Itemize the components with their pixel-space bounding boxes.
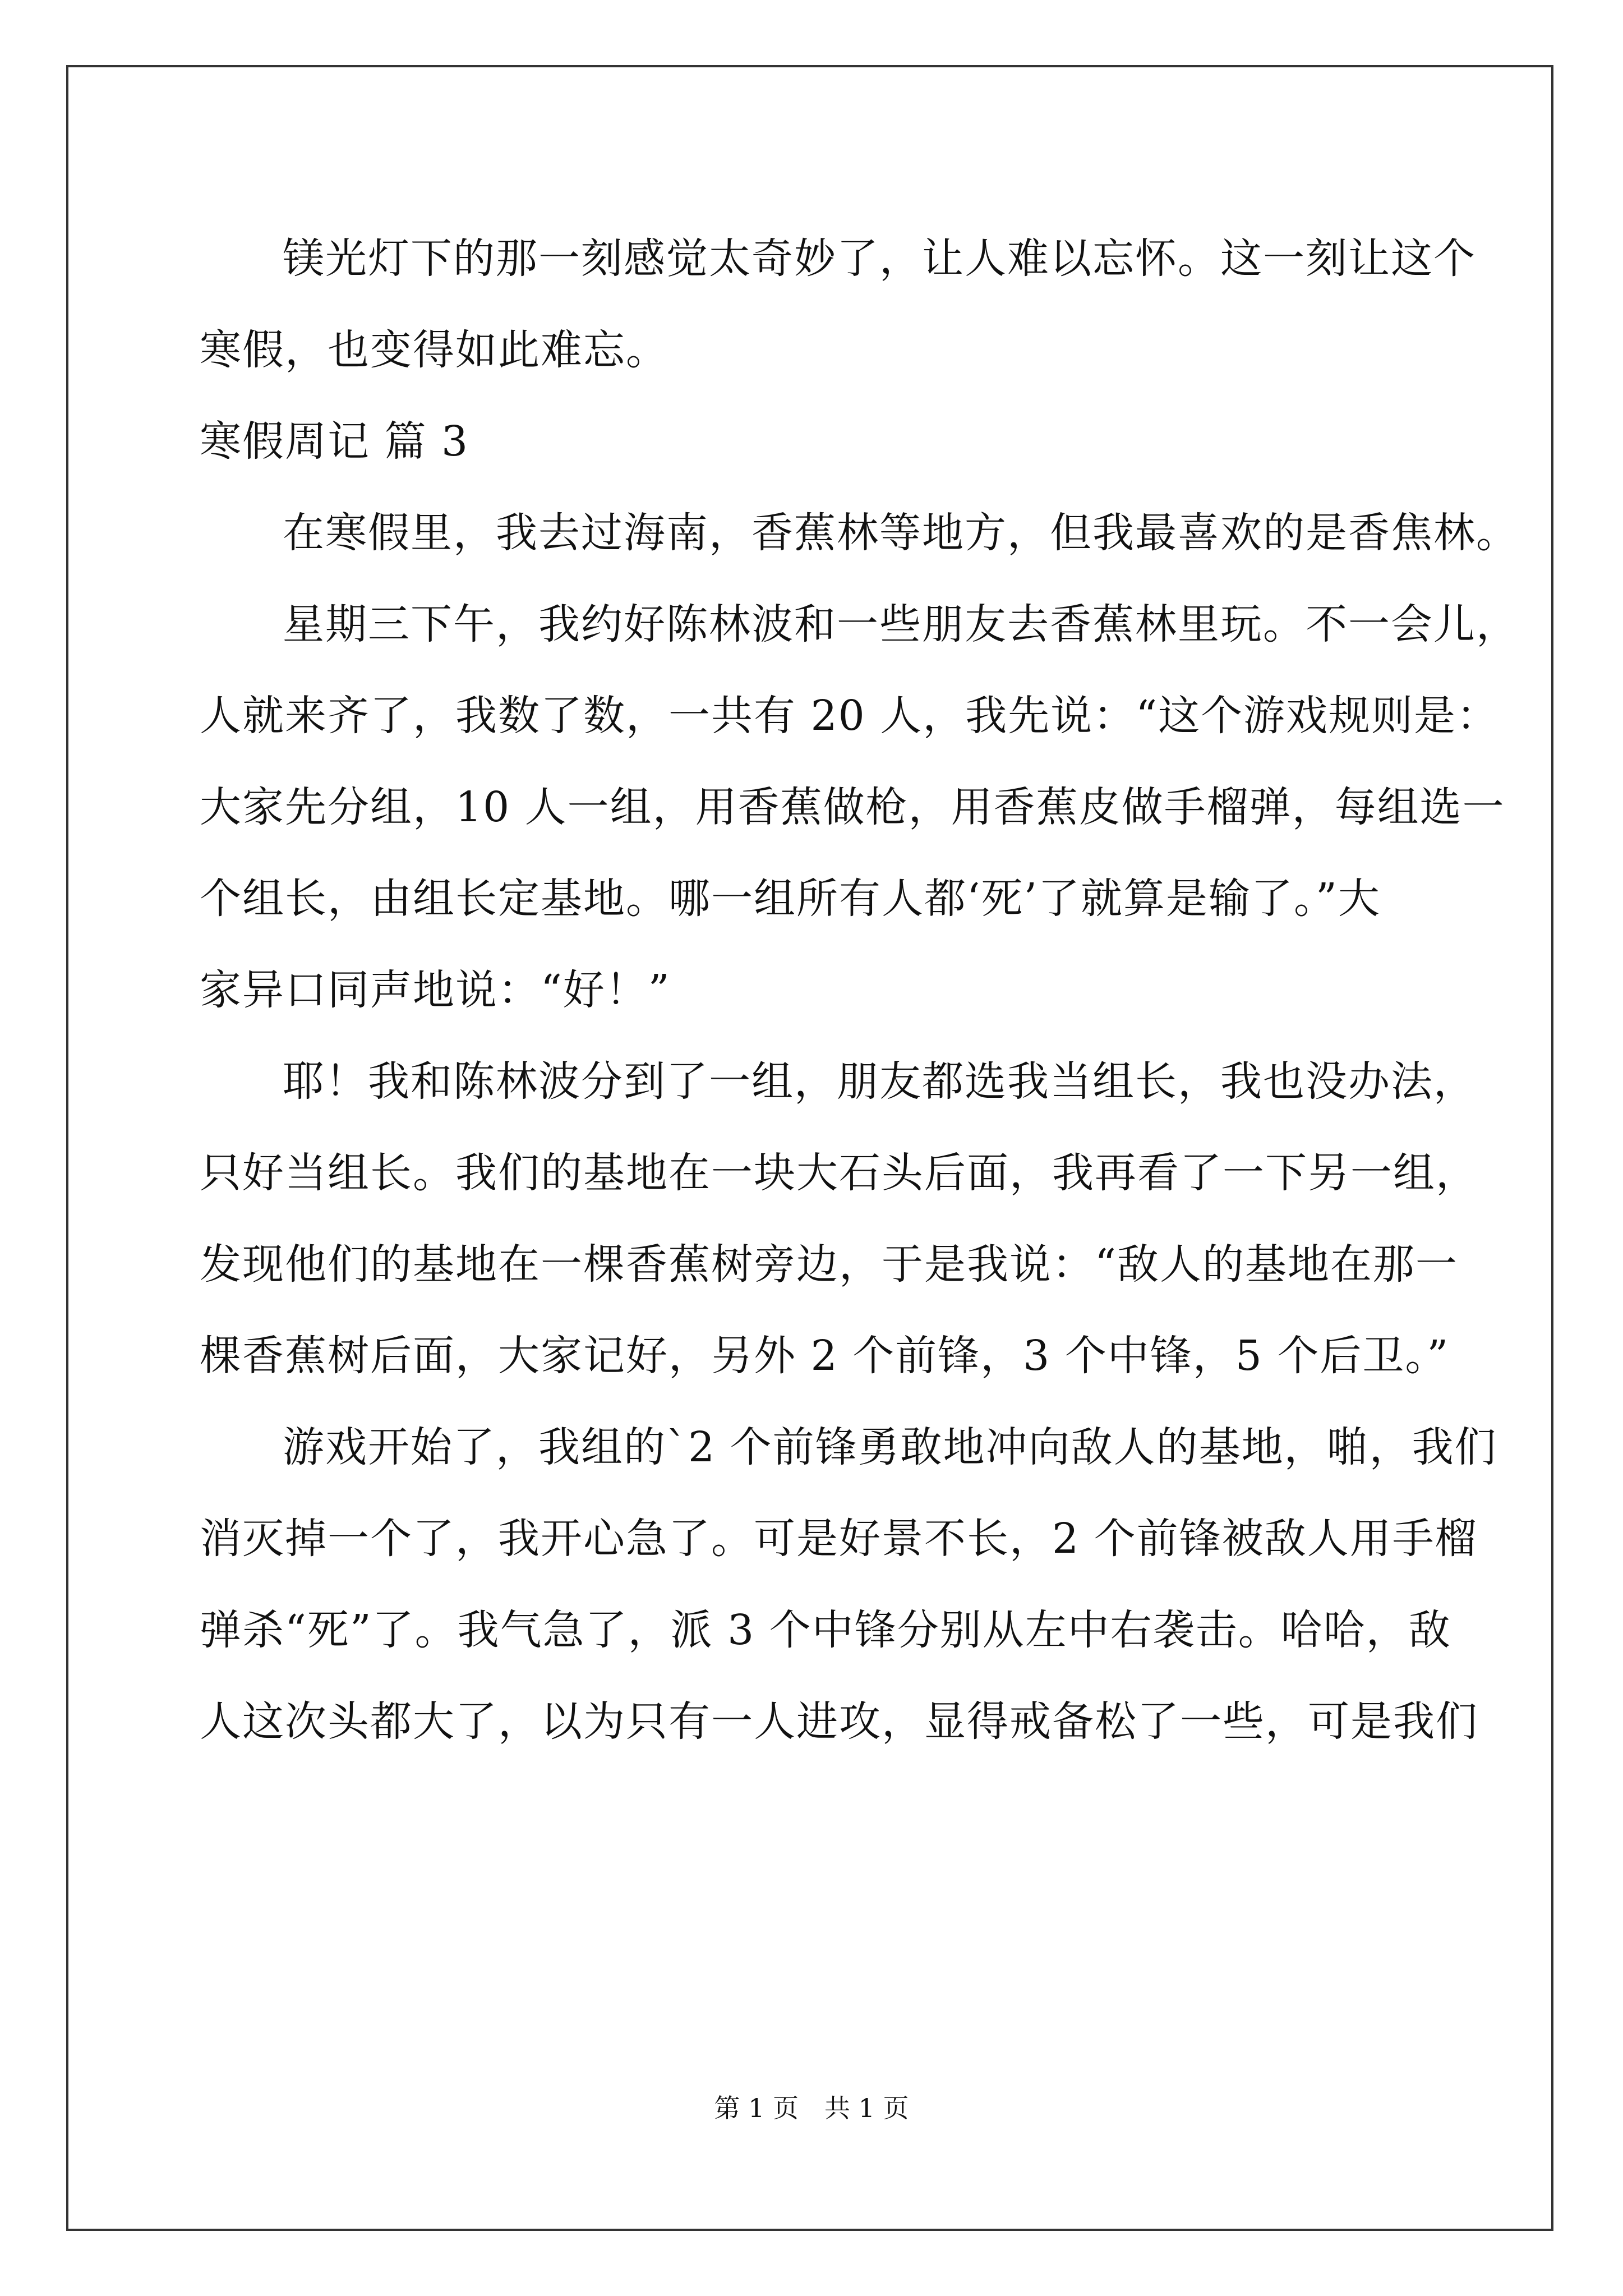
text-line: 弹杀“死”了。我气急了，派 3 个中锋分别从左中右袭击。哈哈，敌 xyxy=(200,1606,1451,1654)
section-heading xyxy=(200,396,1433,487)
text-line: 寒假，也变得如此难忘。 xyxy=(200,326,668,374)
paragraph-2 xyxy=(200,487,1519,579)
text-line: 家异口同声地说：“好！” xyxy=(200,966,671,1014)
paragraph-1 xyxy=(200,213,1476,396)
text-line: 消灭掉一个了，我开心急了。可是好景不长，2 个前锋被敌人用手榴 xyxy=(200,1515,1478,1563)
document-body xyxy=(200,213,1519,1768)
text-line: 耶！我和陈林波分到了一组，朋友都选我当组长，我也没办法， xyxy=(283,1057,1476,1106)
text-line: 发现他们的基地在一棵香蕉树旁边，于是我说：“敌人的基地在那一 xyxy=(200,1240,1458,1289)
heading-text: 寒假周记 篇 3 xyxy=(200,417,469,466)
text-line: 游戏开始了，我组的`2 个前锋勇敢地冲向敌人的基地，啪，我们 xyxy=(283,1423,1497,1471)
page-footer: 第 1 页 共 1 页 xyxy=(714,2093,909,2123)
paragraph-5 xyxy=(200,1402,1497,1768)
text-line: 镁光灯下的那一刻感觉太奇妙了，让人难以忘怀。这一刻让这个 xyxy=(283,234,1476,283)
text-line: 个组长，由组长定基地。哪一组所有人都‘死’了就算是输了。”大 xyxy=(200,875,1381,923)
text-line: 在寒假里，我去过海南，香蕉林等地方，但我最喜欢的是香焦林。 xyxy=(283,509,1519,557)
paragraph-3 xyxy=(200,579,1519,1036)
text-line: 大家先分组，10 人一组，用香蕉做枪，用香蕉皮做手榴弹，每组选一 xyxy=(200,783,1505,831)
text-line: 只好当组长。我们的基地在一块大石头后面，我再看了一下另一组， xyxy=(200,1149,1478,1197)
text-line: 星期三下午，我约好陈林波和一些朋友去香蕉林里玩。不一会儿， xyxy=(283,600,1519,648)
text-line: 人就来齐了，我数了数，一共有 20 人，我先说：“这个游戏规则是： xyxy=(200,692,1500,740)
paragraph-4 xyxy=(200,1036,1478,1402)
text-line: 棵香蕉树后面，大家记好，另外 2 个前锋，3 个中锋，5 个后卫。” xyxy=(200,1332,1450,1380)
text-line: 人这次头都大了，以为只有一人进攻，显得戒备松了一些，可是我们 xyxy=(200,1697,1478,1746)
